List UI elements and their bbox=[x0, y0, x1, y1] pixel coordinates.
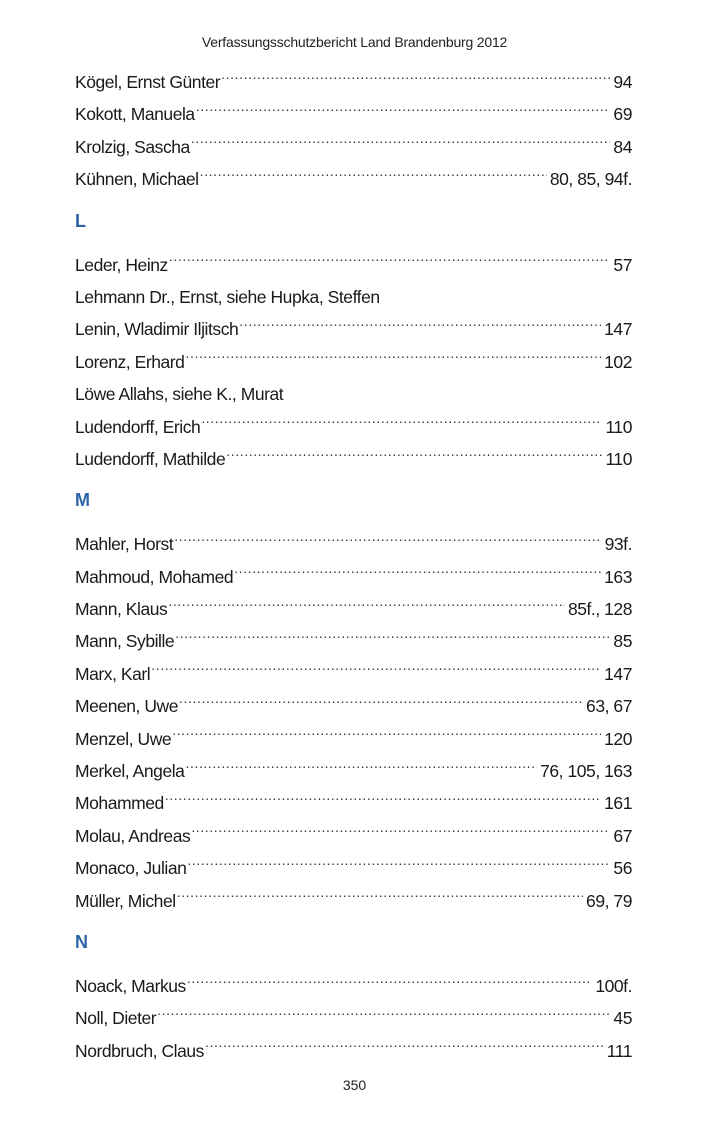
index-entry bbox=[75, 755, 632, 787]
index-entry bbox=[75, 885, 632, 917]
dot-leader bbox=[226, 447, 602, 465]
index-entry bbox=[75, 131, 632, 163]
entry-name: Mohammed bbox=[75, 793, 164, 814]
dot-leader bbox=[175, 630, 610, 648]
index-entry bbox=[75, 411, 632, 443]
dot-leader bbox=[168, 598, 565, 616]
entry-pages: 111 bbox=[606, 1040, 632, 1061]
index-entry bbox=[75, 723, 632, 755]
index-entry bbox=[75, 1035, 632, 1067]
index-entry bbox=[75, 163, 632, 195]
index-entry bbox=[75, 346, 632, 378]
dot-leader bbox=[196, 103, 611, 121]
entry-name: Lorenz, Erhard bbox=[75, 351, 185, 372]
index-entry bbox=[75, 66, 632, 98]
entry-name: Mann, Klaus bbox=[75, 599, 168, 620]
index-entry bbox=[75, 378, 632, 410]
section-letter-heading: M bbox=[75, 490, 90, 511]
index-entry bbox=[75, 98, 632, 130]
dot-leader bbox=[179, 695, 583, 713]
dot-leader bbox=[174, 533, 601, 551]
entry-pages: 63, 67 bbox=[586, 696, 632, 717]
entry-pages: 69 bbox=[613, 104, 632, 125]
dot-leader bbox=[185, 350, 601, 368]
entry-pages: 69, 79 bbox=[586, 890, 632, 911]
entry-pages: 110 bbox=[605, 416, 632, 437]
index-entry bbox=[75, 528, 632, 560]
dot-leader bbox=[187, 857, 610, 875]
entry-pages: 110 bbox=[605, 448, 632, 469]
dot-leader bbox=[201, 415, 602, 433]
entry-pages: 67 bbox=[613, 825, 632, 846]
entry-pages: 102 bbox=[604, 351, 632, 372]
dot-leader bbox=[169, 253, 611, 271]
section-letter-heading: N bbox=[75, 931, 88, 952]
entry-pages: 93f. bbox=[604, 534, 632, 555]
entry-name: Mann, Sybille bbox=[75, 631, 175, 652]
index-entry bbox=[75, 658, 632, 690]
entry-name: Krolzig, Sascha bbox=[75, 136, 190, 157]
index-entry bbox=[75, 313, 632, 345]
index-entry bbox=[75, 249, 632, 281]
index-entry bbox=[75, 852, 632, 884]
index-entry bbox=[75, 820, 632, 852]
entry-name: Löwe Allahs, siehe K., Murat bbox=[75, 384, 284, 405]
entry-pages: 45 bbox=[613, 1008, 632, 1029]
dot-leader bbox=[200, 168, 547, 186]
entry-name: Monaco, Julian bbox=[75, 858, 187, 879]
entry-name: Molau, Andreas bbox=[75, 825, 191, 846]
section-letter-heading: L bbox=[75, 210, 86, 231]
index-entry bbox=[75, 593, 632, 625]
entry-name: Leder, Heinz bbox=[75, 254, 168, 275]
index-entry bbox=[75, 443, 632, 475]
page-number: 350 bbox=[342, 1077, 367, 1093]
dot-leader bbox=[151, 662, 601, 680]
dot-leader bbox=[185, 760, 537, 778]
entry-pages: 84 bbox=[613, 136, 632, 157]
entry-pages: 80, 85, 94f. bbox=[549, 169, 632, 190]
index-entry bbox=[75, 1002, 632, 1034]
dot-leader bbox=[221, 71, 610, 89]
entry-name: Meenen, Uwe bbox=[75, 696, 179, 717]
entry-name: Marx, Karl bbox=[75, 663, 151, 684]
entry-name: Lenin, Wladimir Iljitsch bbox=[75, 319, 239, 340]
index-entry bbox=[75, 625, 632, 657]
page-header: Verfassungsschutzbericht Land Brandenburg 2012 bbox=[201, 34, 508, 50]
entry-name: Lehmann Dr., Ernst, siehe Hupka, Steffen bbox=[75, 286, 380, 307]
index-entry bbox=[75, 787, 632, 819]
index-entry bbox=[75, 690, 632, 722]
index-entry bbox=[75, 970, 632, 1002]
dot-leader bbox=[177, 889, 583, 907]
entry-pages: 163 bbox=[604, 566, 632, 587]
entry-pages: 100f. bbox=[595, 975, 632, 996]
entry-name: Menzel, Uwe bbox=[75, 728, 172, 749]
dot-leader bbox=[172, 727, 601, 745]
dot-leader bbox=[239, 318, 601, 336]
entry-name: Ludendorff, Mathilde bbox=[75, 448, 226, 469]
entry-pages: 147 bbox=[604, 319, 632, 340]
entry-name: Kögel, Ernst Günter bbox=[75, 72, 221, 92]
entry-name: Kühnen, Michael bbox=[75, 169, 199, 190]
entry-name: Nordbruch, Claus bbox=[75, 1040, 204, 1061]
entry-name: Kokott, Manuela bbox=[75, 104, 195, 125]
dot-leader bbox=[205, 1039, 604, 1057]
entry-name: Mahmoud, Mohamed bbox=[75, 566, 234, 587]
entry-pages: 161 bbox=[604, 793, 632, 814]
entry-name: Merkel, Angela bbox=[75, 761, 185, 782]
entry-pages: 56 bbox=[613, 858, 632, 879]
entry-pages: 76, 105, 163 bbox=[540, 761, 632, 782]
index-entry bbox=[75, 281, 632, 313]
dot-leader bbox=[187, 974, 592, 992]
entry-pages: 147 bbox=[604, 663, 632, 684]
entry-name: Ludendorff, Erich bbox=[75, 416, 201, 437]
entry-pages: 85 bbox=[613, 631, 632, 652]
dot-leader bbox=[191, 135, 611, 153]
entry-name: Noll, Dieter bbox=[75, 1008, 157, 1029]
dot-leader bbox=[191, 824, 610, 842]
entry-name: Müller, Michel bbox=[75, 890, 176, 911]
index-entry bbox=[75, 561, 632, 593]
entry-pages: 94 bbox=[613, 72, 632, 92]
dot-leader bbox=[165, 792, 601, 810]
dot-leader bbox=[157, 1007, 610, 1025]
entry-name: Mahler, Horst bbox=[75, 534, 174, 555]
entry-pages: 120 bbox=[604, 728, 632, 749]
entry-name: Noack, Markus bbox=[75, 975, 186, 996]
name-index bbox=[75, 66, 632, 1067]
entry-pages: 85f., 128 bbox=[567, 599, 632, 620]
entry-pages: 57 bbox=[613, 254, 632, 275]
dot-leader bbox=[234, 565, 601, 583]
